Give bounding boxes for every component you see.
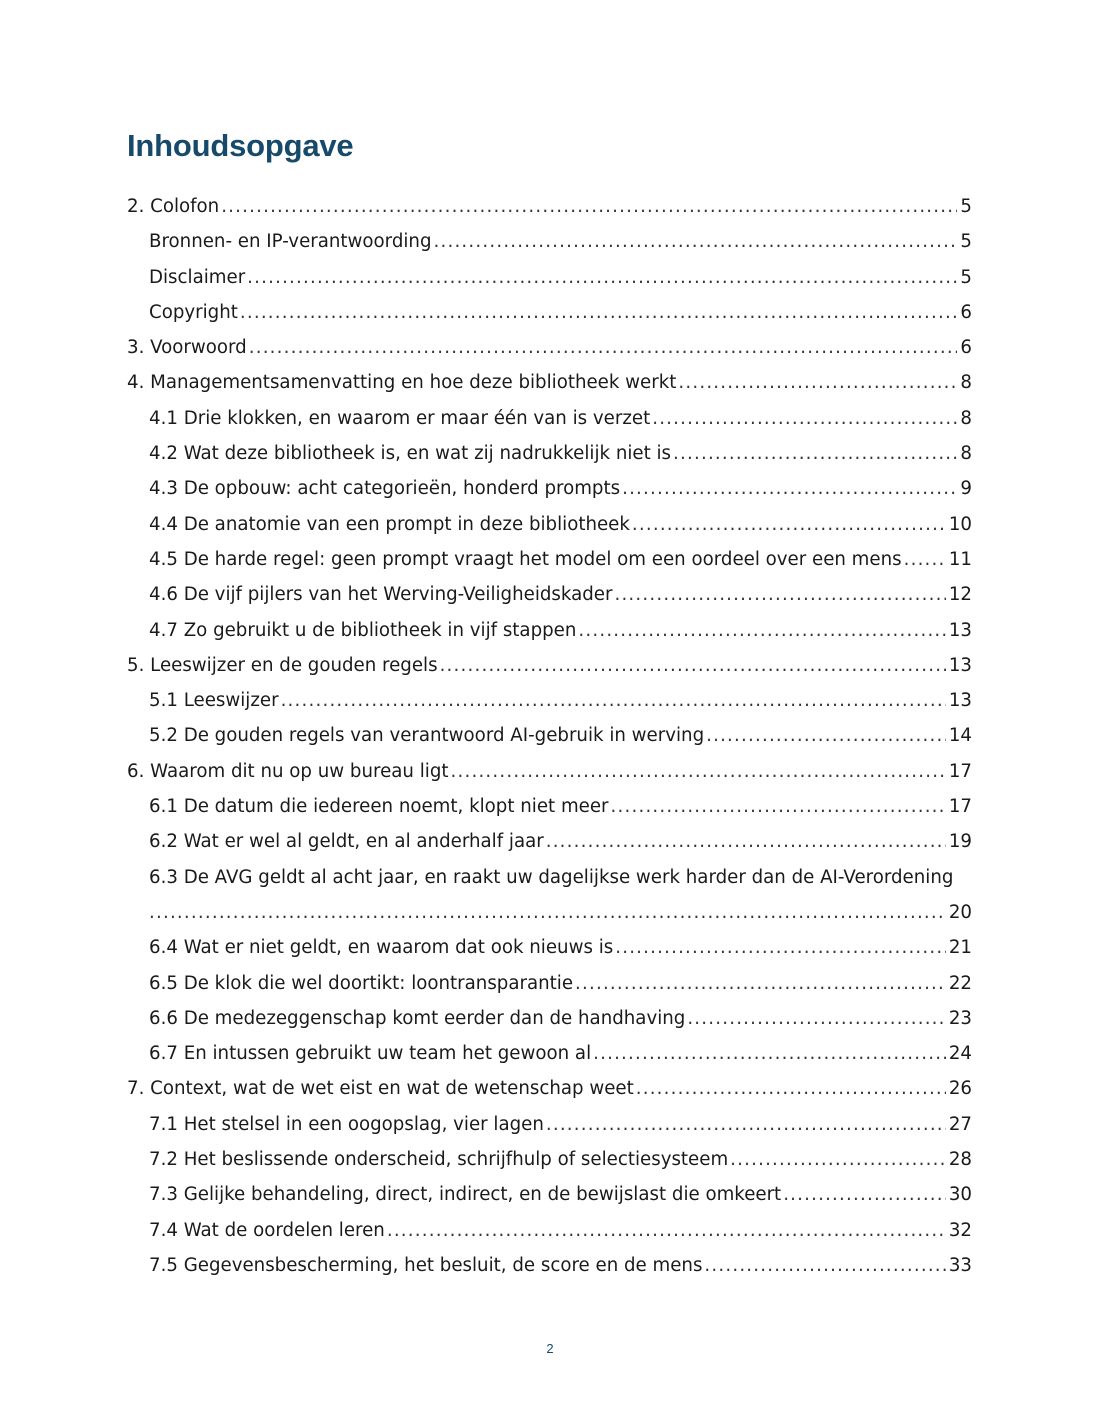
toc-entry-title: 4.5 De harde regel: geen prompt vraagt het model om een oordeel over een mens — [149, 548, 902, 570]
toc-entry[interactable] — [127, 824, 972, 859]
toc-page-number: 8 — [960, 443, 972, 465]
toc-entry-title: 4.7 Zo gebruikt u de bibliotheek in vijf stappen — [149, 619, 577, 641]
toc-entry-title: 4.1 Drie klokken, en waarom er maar één van is verzet — [149, 407, 651, 429]
toc-dot-leader — [387, 1213, 946, 1248]
toc-dot-leader — [636, 1071, 946, 1106]
toc-dot-leader — [730, 1142, 946, 1177]
toc-entry-title: 7.3 Gelijke behandeling, direct, indirect, en de bewijslast die omkeert — [149, 1184, 782, 1206]
toc-entry[interactable] — [127, 683, 972, 718]
toc-dot-leader — [221, 189, 957, 224]
toc-page-number: 17 — [948, 760, 972, 782]
toc-entry[interactable] — [127, 401, 972, 436]
toc-page-number: 19 — [948, 831, 972, 853]
toc-entry[interactable] — [127, 577, 972, 612]
toc-page-number: 6 — [960, 337, 972, 359]
toc-page-number: 30 — [948, 1184, 972, 1206]
table-of-contents — [127, 189, 972, 1283]
toc-page-number: 12 — [948, 584, 972, 606]
toc-entry-title: 6.7 En intussen gebruikt uw team het gewoon al — [149, 1043, 592, 1065]
toc-page-number: 32 — [948, 1219, 972, 1241]
toc-entry[interactable] — [127, 1036, 972, 1071]
toc-dot-leader — [687, 1001, 946, 1036]
toc-entry-title: 6.1 De datum die iedereen noemt, klopt niet meer — [149, 796, 609, 818]
toc-entry[interactable] — [127, 260, 972, 295]
toc-dot-leader — [615, 930, 946, 965]
toc-entry[interactable] — [127, 436, 972, 471]
toc-page-number: 23 — [948, 1007, 972, 1029]
toc-entry[interactable] — [127, 1001, 972, 1036]
toc-page-number: 5 — [960, 266, 972, 288]
toc-page-number: 13 — [948, 654, 972, 676]
toc-dot-leader — [546, 824, 946, 859]
toc-page-number: 5 — [960, 196, 972, 217]
toc-entry-title: 6.2 Wat er wel al geldt, en al anderhalf jaar — [149, 831, 544, 853]
toc-page-number: 22 — [948, 972, 972, 994]
toc-page-number: 21 — [948, 937, 972, 959]
toc-dot-leader — [652, 401, 957, 436]
toc-page-number: 11 — [948, 548, 972, 570]
toc-dot-leader — [593, 1036, 946, 1071]
toc-dot-leader — [249, 330, 958, 365]
toc-entry[interactable] — [127, 930, 972, 965]
toc-entry[interactable] — [127, 507, 972, 542]
toc-page-number: 8 — [960, 407, 972, 429]
toc-entry[interactable] — [127, 1071, 972, 1106]
toc-entry-title: 6.5 De klok die wel doortikt: loontransparantie — [149, 972, 574, 994]
toc-entry-title: 4. Managementsamenvatting en hoe deze bibliotheek werkt — [127, 372, 677, 394]
toc-dot-leader — [575, 966, 946, 1001]
toc-dot-leader — [706, 718, 946, 753]
toc-dot-leader — [440, 648, 946, 683]
toc-entry-title: 6.6 De medezeggenschap komt eerder dan de handhaving — [149, 1007, 686, 1029]
toc-entry[interactable] — [127, 860, 972, 931]
toc-title: Inhoudsopgave — [127, 128, 354, 163]
toc-page-number: 8 — [960, 372, 972, 394]
toc-page-number: 13 — [948, 690, 972, 712]
toc-entry[interactable] — [127, 224, 972, 259]
toc-entry-title: Bronnen- en IP-verantwoording — [149, 231, 432, 253]
toc-entry-title: 6. Waarom dit nu op uw bureau ligt — [127, 760, 449, 782]
toc-dot-leader — [434, 224, 958, 259]
toc-entry[interactable] — [127, 295, 972, 330]
toc-dot-leader — [240, 295, 958, 330]
toc-dot-leader — [546, 1107, 946, 1142]
toc-page-number: 9 — [960, 478, 972, 500]
toc-entry-title: 6.4 Wat er niet geldt, en waarom dat ook nieuws is — [149, 937, 614, 959]
toc-dot-leader — [247, 260, 957, 295]
toc-page-number: 13 — [948, 619, 972, 641]
toc-entry-title: 4.4 De anatomie van een prompt in deze bibliotheek — [149, 513, 630, 535]
toc-dot-leader — [611, 789, 946, 824]
toc-dot-leader — [904, 542, 946, 577]
toc-page-number: 26 — [948, 1078, 972, 1100]
toc-entry-title: Copyright — [149, 301, 238, 323]
toc-dot-leader — [614, 577, 945, 612]
toc-entry[interactable] — [127, 754, 972, 789]
toc-page-number: 5 — [960, 231, 972, 253]
toc-page-number: 10 — [948, 513, 972, 535]
toc-entry[interactable] — [127, 966, 972, 1001]
toc-entry[interactable] — [127, 789, 972, 824]
toc-entry-title: 7.5 Gegevensbescherming, het besluit, de score en de mens — [149, 1254, 703, 1276]
toc-dot-leader — [673, 436, 957, 471]
toc-page-number: 14 — [948, 725, 972, 747]
toc-entry[interactable] — [127, 542, 972, 577]
toc-entry-title: 6.3 De AVG geldt al acht jaar, en raakt uw dagelijkse werk harder dan de AI-Verordening — [149, 866, 954, 888]
toc-entry-title: 7.2 Het beslissende onderscheid, schrijfhulp of selectiesysteem — [149, 1149, 729, 1171]
toc-entry[interactable] — [127, 648, 972, 683]
toc-dot-leader — [704, 1248, 945, 1283]
toc-page-number: 17 — [948, 796, 972, 818]
toc-dot-leader — [451, 754, 946, 789]
toc-page-number: 20 — [948, 901, 972, 923]
toc-entry-title: 4.2 Wat deze bibliotheek is, en wat zij nadrukkelijk niet is — [149, 443, 672, 465]
toc-entry-title: 5.2 De gouden regels van verantwoord AI-gebruik in werving — [149, 725, 705, 747]
toc-entry-title: 2. Colofon — [127, 196, 220, 217]
toc-entry[interactable] — [127, 1177, 972, 1212]
toc-entry-title: 7. Context, wat de wet eist en wat de wetenschap weet — [127, 1078, 634, 1100]
toc-dot-leader — [578, 613, 945, 648]
toc-dot-leader — [678, 365, 957, 400]
toc-entry[interactable] — [127, 1107, 972, 1142]
toc-entry[interactable] — [127, 1248, 972, 1283]
toc-entry[interactable] — [127, 1213, 972, 1248]
toc-entry-title: 4.3 De opbouw: acht categorieën, honderd prompts — [149, 478, 621, 500]
toc-entry[interactable] — [127, 718, 972, 753]
toc-page-number: 28 — [948, 1149, 972, 1171]
page-number: 2 — [546, 1341, 554, 1356]
toc-entry-title: 5.1 Leeswijzer — [149, 690, 279, 712]
toc-entry-title: 3. Voorwoord — [127, 337, 247, 359]
toc-page-number: 6 — [960, 301, 972, 323]
toc-dot-leader — [622, 471, 957, 506]
toc-entry[interactable] — [127, 613, 972, 648]
toc-entry-title: 7.1 Het stelsel in een oogopslag, vier lagen — [149, 1113, 544, 1135]
toc-entry[interactable] — [127, 365, 972, 400]
toc-page-number: 27 — [948, 1113, 972, 1135]
toc-page-number: 33 — [948, 1254, 972, 1276]
toc-entry[interactable] — [127, 189, 972, 224]
toc-entry[interactable] — [127, 330, 972, 365]
toc-dot-leader — [783, 1177, 946, 1212]
toc-dot-leader — [281, 683, 946, 718]
toc-entry-title: 7.4 Wat de oordelen leren — [149, 1219, 385, 1241]
toc-dot-leader — [632, 507, 946, 542]
toc-entry-title: Disclaimer — [149, 266, 246, 288]
toc-entry[interactable] — [127, 471, 972, 506]
toc-entry[interactable] — [127, 1142, 972, 1177]
toc-entry-title: 4.6 De vijf pijlers van het Werving-Veiligheidskader — [149, 584, 613, 606]
toc-dot-leader — [149, 895, 946, 930]
toc-page-number: 24 — [948, 1043, 972, 1065]
toc-entry-title: 5. Leeswijzer en de gouden regels — [127, 654, 438, 676]
